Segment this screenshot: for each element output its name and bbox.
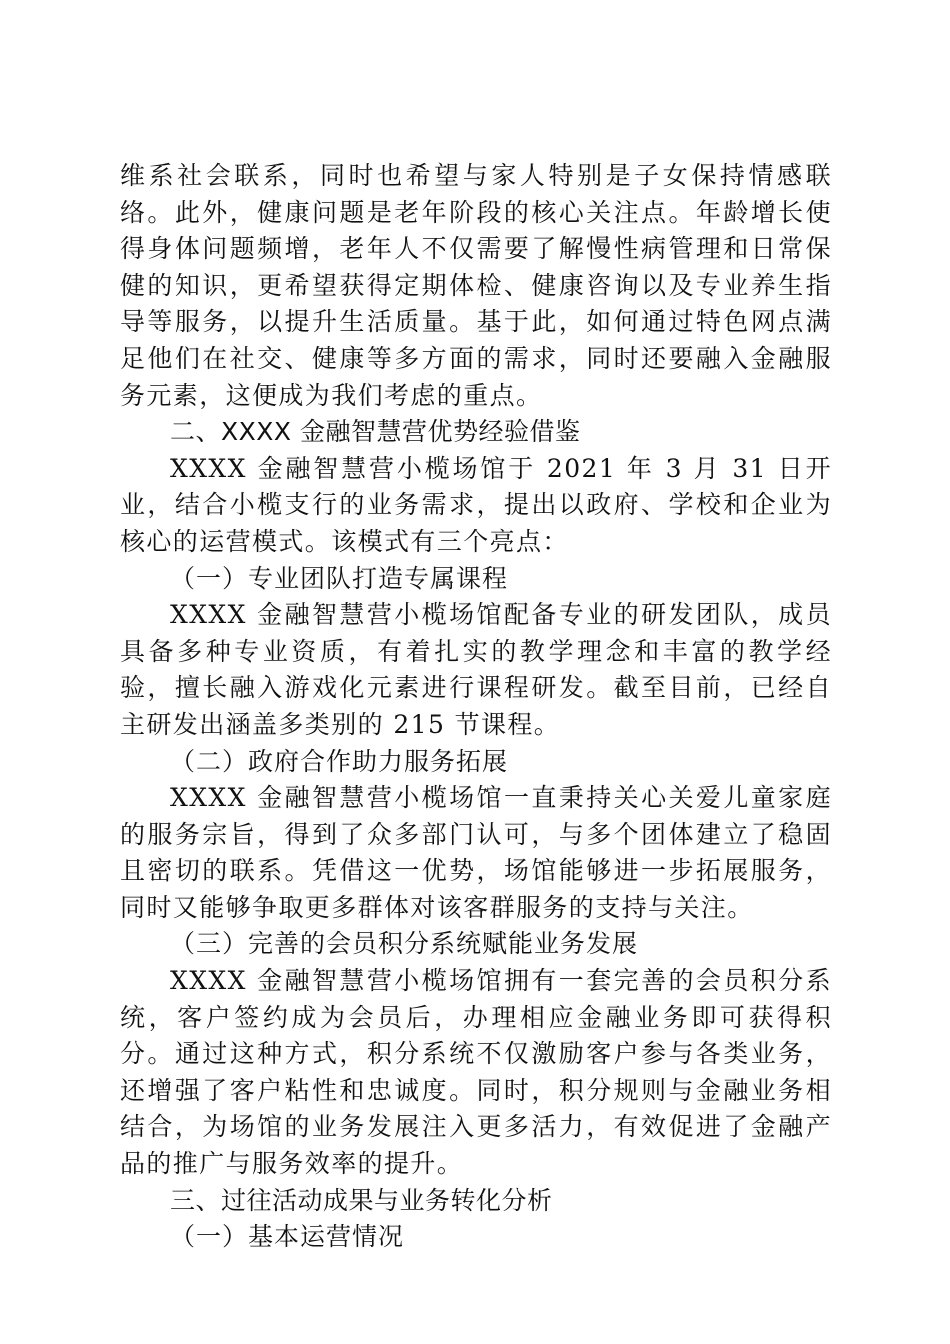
subsection-heading-2-2: （二）政府合作助力服务拓展 [170, 746, 509, 776]
subsection-heading-2-1: （一）专业团队打造专属课程 [170, 563, 509, 593]
section-heading-2: 二、XXXX 金融智慧营优势经验借鉴 [170, 417, 581, 447]
body-paragraph: XXXX 金融智慧营小榄场馆配备专业的研发团队，成员具备多种专业资质，有着扎实的教学理念和丰富的教学经验，擅长融入游戏化元素进行课程研发。截至目前，已经自主研发出涵盖多类别的 215 节课程。 [120, 600, 832, 739]
body-paragraph: XXXX 金融智慧营小榄场馆于 2021 年 3 月 31 日开业，结合小榄支行的业务需求，提出以政府、学校和企业为核心的运营模式。该模式有三个亮点： [120, 453, 832, 556]
section-heading-3: 三、过往活动成果与业务转化分析 [170, 1185, 553, 1215]
body-paragraph: XXXX 金融智慧营小榄场馆拥有一套完善的会员积分系统，客户签约成为会员后，办理相应金融业务即可获得积分。通过这种方式，积分系统不仅激励客户参与各类业务，还增强了客户粘性和忠诚度。同时，积分规则与金融业务相结合，为场馆的业务发展注入更多活力，有效促进了金融产品的推广与服务效率的提升。 [120, 966, 832, 1179]
body-paragraph-continued: 维系社会联系，同时也希望与家人特别是子女保持情感联络。此外，健康问题是老年阶段的核心关注点。年龄增长使得身体问题频增，老年人不仅需要了解慢性病管理和日常保健的知识，更希望获得定期体检、健康咨询以及专业养生指导等服务，以提升生活质量。基于此，如何通过特色网点满足他们在社交、健康等多方面的需求，同时还要融入金融服务元素，这便成为我们考虑的重点。 [120, 161, 832, 410]
subsection-heading-2-3: （三）完善的会员积分系统赋能业务发展 [170, 929, 639, 959]
subsection-heading-3-1: （一）基本运营情况 [170, 1222, 405, 1252]
body-paragraph: XXXX 金融智慧营小榄场馆一直秉持关心关爱儿童家庭的服务宗旨，得到了众多部门认可，与多个团体建立了稳固且密切的联系。凭借这一优势，场馆能够进一步拓展服务，同时又能够争取更多群体对该客群服务的支持与关注。 [120, 783, 832, 922]
document-body [120, 158, 832, 1256]
